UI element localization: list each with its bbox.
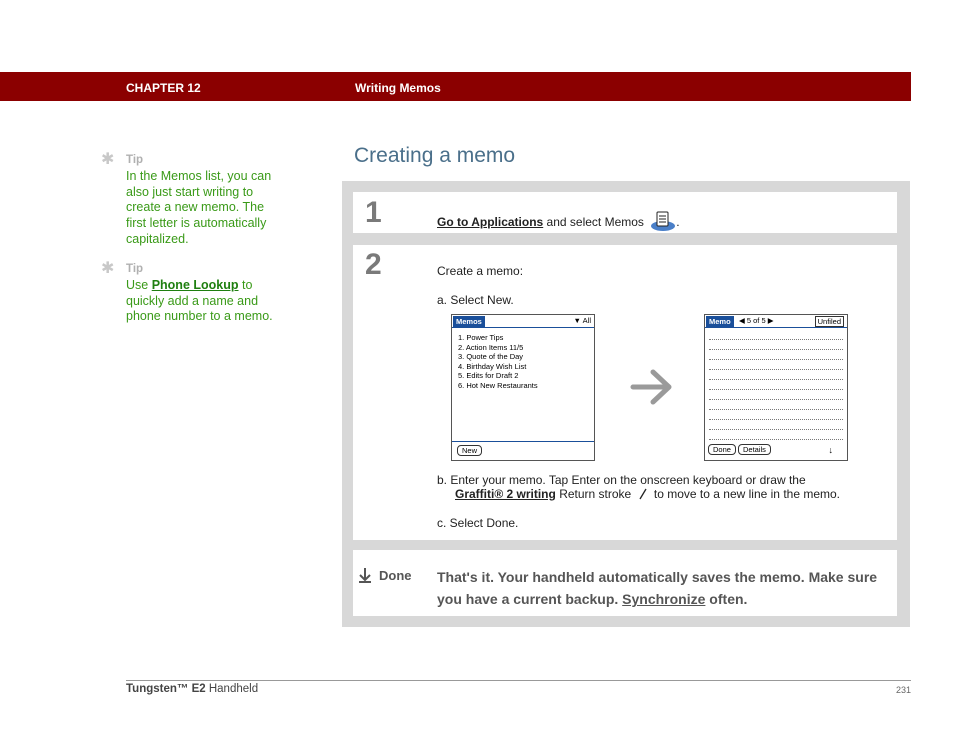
- done-arrow-icon: [358, 567, 372, 588]
- ruled-line: [709, 379, 843, 380]
- step2-number: 2: [365, 248, 382, 281]
- step2-intro: Create a memo:: [437, 264, 524, 278]
- memo-list-item: 5. Edits for Draft 2: [458, 371, 519, 380]
- memo-list-item: 6. Hot New Restaurants: [458, 380, 538, 390]
- category-label: All: [582, 316, 591, 325]
- ruled-line: [709, 419, 843, 420]
- step2-b-line1: b. Enter your memo. Tap Enter on the onscreen keyboard or draw the: [437, 473, 806, 487]
- product-name: Tungsten™ E2: [126, 683, 206, 695]
- memo-list-item: 3. Quote of the Day: [458, 352, 524, 361]
- title-underline: [452, 327, 594, 328]
- category-selector: Unfiled: [815, 316, 844, 327]
- step1-period: .: [676, 215, 680, 229]
- page-number: 231: [895, 685, 911, 695]
- chapter-header-bar: [0, 72, 911, 101]
- tip-label: Tip: [126, 154, 144, 166]
- go-to-applications-link[interactable]: Go to Applications: [437, 215, 544, 229]
- tip-2: [101, 260, 276, 325]
- right-arrow-icon: [629, 367, 677, 412]
- new-button: New: [457, 445, 482, 456]
- step2-b: [437, 473, 840, 503]
- left-triangle-icon: ◀: [739, 316, 745, 325]
- right-triangle-icon: ▶: [767, 316, 774, 325]
- section-title: Creating a memo: [354, 144, 516, 167]
- chapter-title: Writing Memos: [355, 81, 441, 95]
- step2-c: c. Select Done.: [437, 516, 519, 530]
- bottom-divider: [452, 441, 594, 442]
- ruled-line: [709, 389, 843, 390]
- done-text-body: That's it. Your handheld automatically saves the memo. Make sure you have a current backup.: [437, 569, 878, 607]
- footer-rule: [126, 680, 911, 681]
- scroll-down-arrow-icon: ↓: [828, 445, 833, 455]
- memos-list-title: Memos: [453, 316, 485, 327]
- ruled-line: [709, 439, 843, 440]
- tip-label: Tip: [126, 263, 144, 275]
- ruled-line: [709, 359, 843, 360]
- memo-editor-title: Memo: [706, 316, 734, 327]
- memo-editor-screenshot: [704, 314, 848, 461]
- return-stroke-icon: [638, 488, 648, 503]
- asterisk-icon: ✱: [101, 260, 115, 277]
- ruled-line: [709, 349, 843, 350]
- step2-b-line3: to move to a new line in the memo.: [650, 487, 841, 501]
- step1-number: 1: [365, 196, 382, 229]
- step2-number-cell: [353, 245, 427, 540]
- ruled-line: [709, 339, 843, 340]
- memos-app-icon: [650, 210, 676, 235]
- memo-list-item: 2. Action Items 11/5: [458, 342, 524, 352]
- tip-text-after: to quickly add a name and phone number to a memo.: [126, 277, 273, 324]
- ruled-line: [709, 429, 843, 430]
- done-label: Done: [379, 568, 412, 583]
- memos-list-screenshot: [451, 314, 595, 461]
- footer-product: [126, 683, 258, 695]
- step2-a: a. Select New.: [437, 293, 514, 307]
- step1-text-body: and select Memos: [543, 215, 644, 229]
- done-text-end: often.: [705, 591, 748, 607]
- tip-text: In the Memos list, you can also just start writing to create a new memo. The first letter is automatically capitalized.: [126, 168, 272, 246]
- title-underline: [705, 327, 847, 328]
- pager-label: 5 of 5: [746, 316, 766, 325]
- ruled-line: [709, 399, 843, 400]
- asterisk-icon: ✱: [101, 151, 115, 168]
- done-button: Done: [708, 444, 736, 455]
- done-text: [437, 566, 897, 610]
- memo-pager: [739, 316, 774, 325]
- tip-1: [101, 151, 276, 248]
- ruled-line: [709, 369, 843, 370]
- ruled-line: [709, 409, 843, 410]
- tip-text: [126, 278, 276, 325]
- step2-b-line2: Return stroke: [555, 487, 632, 501]
- product-suffix: Handheld: [205, 683, 259, 695]
- category-selector: [574, 316, 591, 325]
- details-button: Details: [738, 444, 771, 455]
- dropdown-arrow-icon: ▼: [573, 316, 581, 325]
- synchronize-link[interactable]: Synchronize: [622, 591, 706, 607]
- memo-list-item: 1. Power Tips: [458, 333, 504, 342]
- step1-text: [437, 210, 680, 235]
- tip-text-before: Use: [126, 277, 152, 292]
- phone-lookup-link[interactable]: Phone Lookup: [151, 277, 239, 292]
- memo-list-item: 4. Birthday Wish List: [458, 361, 527, 371]
- chapter-number: CHAPTER 12: [126, 81, 201, 95]
- graffiti-link[interactable]: Graffiti® 2 writing: [455, 487, 556, 501]
